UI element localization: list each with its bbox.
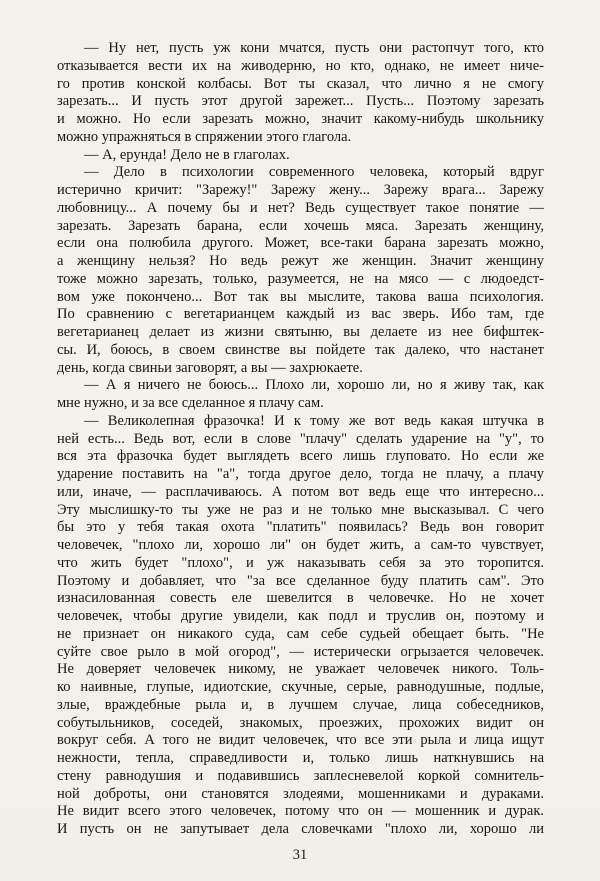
text-line: отказывается вести их на живодерню, но кто, однако, не имеет ниче-	[57, 57, 544, 74]
text-line: Поэтому и добавляет, что "за все сделанное буду платить сам". Это	[57, 572, 544, 589]
text-line: истерично кричит: "Зарежу!" Зарежу жену... Зарежу врага... Зарежу	[57, 182, 544, 198]
text-line: не признает он никакого суда, сам себе судьей обещает быть. "Не	[57, 625, 544, 642]
text-line: мне нужно, и за все сделанное я плачу сам.	[57, 395, 324, 411]
text-line: что жить будет "плохо", и уж наказывать себя за это торопится.	[57, 554, 544, 571]
text-line: — А я ничего не боюсь... Плохо ли, хорошо ли, но я живу так, как	[84, 377, 544, 394]
text-line: или, иначе, — расплачиваюсь. А потом вот ведь еще что интересно...	[57, 483, 544, 500]
text-line: можно упражняться в спряжении этого глагола.	[57, 128, 352, 145]
text-line: если она полюбила другого. Может, все-таки барана зарезать можно,	[57, 235, 544, 252]
paragraph	[57, 164, 544, 377]
text-line: нежности, тепла, справедливости и, только лишь наткнувшись на	[57, 750, 544, 766]
text-line: зарезать. Зарезать барана, если хочешь мяса. Зарезать женщину,	[57, 217, 544, 234]
text-line: вегетарианец делает из жизни святыню, вы делаете из нее бифштек-	[57, 324, 544, 340]
text-line: вом уже покончено... Вот так вы мыслите, такова ваша психология.	[57, 288, 544, 305]
page-number: 31	[292, 847, 308, 863]
text-line: — Великолепная фразочка! И к тому же вот ведь какая штучка в	[84, 412, 544, 429]
text-line: а женщину нельзя? Но ведь режут же женщин. Значит женщину	[57, 253, 544, 269]
text-line: сы. И, боюсь, в своем свинстве вы пойдете так далеко, что настанет	[57, 341, 544, 358]
text-line: человечек, чтобы другие увидели, как подл и труслив он, поэтому и	[57, 608, 544, 624]
text-line: Не видит всего этого человечек, потому что он — мошенник и дурак.	[57, 803, 544, 820]
text-line: стену равнодушия и подавившись заплесневелой коркой сомнитель-	[57, 767, 544, 784]
text-line: день, когда свиньи заговорят, а вы — захрюкаете.	[57, 359, 363, 376]
text-line: ней есть... Ведь вот, если в слове "плачу" сделать ударение на "у", то	[57, 430, 544, 447]
text-line: — А, ерунда! Дело не в глаголах.	[84, 146, 290, 163]
text-line: бы это у тебя такая охота "платить" появилась? Ведь вон говорит	[57, 519, 544, 536]
page-text	[57, 40, 544, 839]
text-line: ко наивные, глупые, идиотские, скучные, серые, равнодушные, подлые,	[57, 679, 544, 695]
text-line: Не доверяет человечек никому, не уважает человечек никого. Толь-	[57, 661, 544, 678]
text-line: ной доброты, они становятся злодеями, мошенниками и дураками.	[57, 785, 544, 802]
text-line: — Дело в психологии современного человека, который вдруг	[84, 164, 544, 181]
paragraph	[57, 413, 544, 839]
text-line: И пусть он не запутывает дела словечками "плохо ли, хорошо ли	[57, 821, 544, 837]
paragraph	[57, 40, 544, 147]
text-line: го против конской колбасы. Вот ты сказал, что лично я не смогу	[57, 75, 544, 92]
text-line: вокруг себя. А того не видит человечек, что все эти рыла и лица ищут	[57, 732, 544, 749]
text-line: изнасилованная совесть еле шевелится в человечке. Но не хочет	[57, 590, 544, 607]
text-line: человечек, "плохо ли, хорошо ли" он будет жить, а сам-то чувствует,	[57, 537, 544, 553]
text-line: вся эта фразочка будет выглядеть всего лишь глуповато. Но если же	[57, 448, 544, 465]
text-line: тоже можно зарезать, только, разумеется, не на мясо — с людоедст-	[57, 270, 544, 287]
text-line: зарезать... И пусть этот другой зарежет... Пусть... Поэтому зарезать	[57, 93, 544, 110]
text-line: любовницу... А почему бы и нет? Ведь существует такое понятие —	[57, 199, 544, 216]
text-line: собутыльников, соседей, знакомых, проезжих, прохожих видит он	[57, 714, 544, 731]
text-line: По сравнению с вегетарианцем каждый из вас зверь. Ибо там, где	[57, 306, 544, 323]
text-line: и можно. Но если зарезать можно, значит какому-нибудь школьнику	[57, 111, 544, 127]
text-line: ударение поставить на "а", тогда другое дело, тогда не плачу, а плачу	[57, 466, 544, 482]
text-line: злые, враждебные рыла и, в лучшем случае, лица собеседников,	[57, 696, 544, 713]
paragraph	[57, 147, 544, 165]
text-line: — Ну нет, пусть уж кони мчатся, пусть они растопчут того, кто	[84, 40, 544, 56]
text-line: суйте свое рыло в мой огород", — истерически огрызается человечек.	[57, 643, 544, 660]
text-line: Эту мыслишку-то ты уже не раз и не только мне высказывал. С чего	[57, 501, 544, 518]
paragraph	[57, 377, 544, 413]
